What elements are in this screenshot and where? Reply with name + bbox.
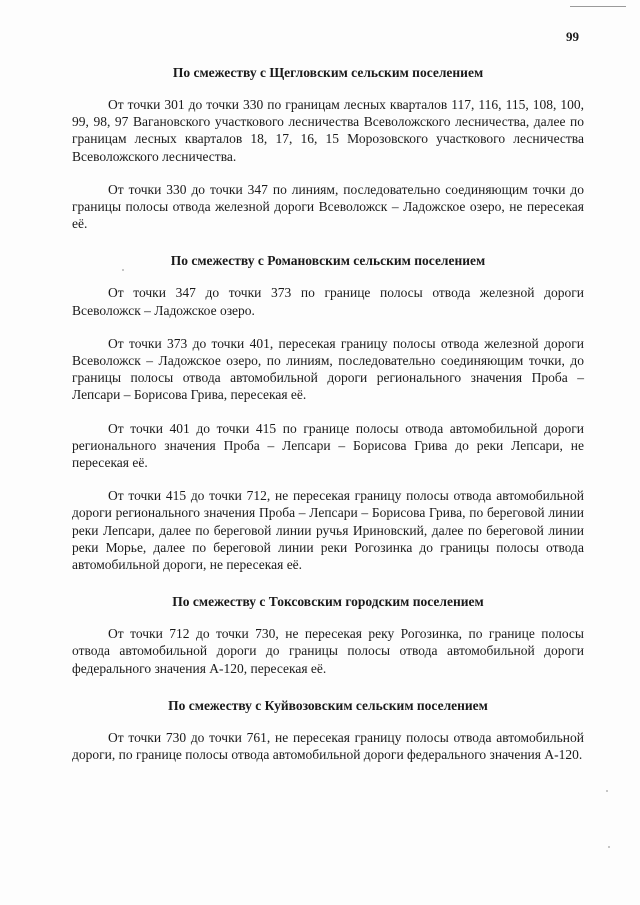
section-romanovskoe xyxy=(72,252,584,573)
scan-speck xyxy=(606,790,608,792)
section-toksovskoe xyxy=(72,593,584,677)
scan-speck xyxy=(608,846,610,848)
section-heading: По смежеству с Куйвозовским сельским поселением xyxy=(168,697,488,713)
paragraph: От точки 415 до точки 712, не пересекая границу полосы отвода автомобильной дороги регионального значения Проба – Лепсари – Борисова Грива, по береговой линии реки Лепсари, далее по береговой линии ручья Ириновский, далее по береговой линии реки Морье, далее по береговой линии реки Рогозинка до границы полосы отвода автомобильной дороги, не пересекая её. xyxy=(72,488,584,573)
scan-speck xyxy=(122,269,124,271)
paragraph: От точки 730 до точки 761, не пересекая границу полосы отвода автомобильной дороги, по границе полосы отвода автомобильной дороги федерального значения А-120. xyxy=(72,729,584,763)
paragraph: От точки 330 до точки 347 по линиям, последовательно соединяющим точки до границы полосы отвода железной дороги Всеволожск – Ладожское озеро, не пересекая её. xyxy=(72,181,584,232)
section-heading: По смежеству с Токсовским городским поселением xyxy=(172,594,484,610)
paragraph: От точки 301 до точки 330 по границам лесных кварталов 117, 116, 115, 108, 100, 99, 98, 97 Вагановского участкового лесничества Всеволожского лесничества, далее по границам лесных кварталов 18, 17, 16, 15 Морозовского участкового лесничества Всеволожского лесничества. xyxy=(72,97,584,164)
paragraph: От точки 373 до точки 401, пересекая границу полосы отвода железной дороги Всеволожск – Ладожское озеро, по линиям, последовательно соединяющим точки, до границы полосы отвода автомобильной дороги регионального значения Проба – Лепсари – Борисова Грива, пересекая её. xyxy=(72,335,584,403)
top-rule xyxy=(570,6,626,7)
section-heading: По смежеству с Щегловским сельским поселением xyxy=(172,65,484,80)
section-heading: По смежеству с Романовским сельским поселением xyxy=(170,253,486,269)
paragraph: От точки 712 до точки 730, не пересекая реку Рогозинка, по границе полосы отвода автомобильной дороги до границы полосы отвода автомобильной дороги федерального значения А-120, пересекая её. xyxy=(72,626,584,676)
section-shcheglovskoe xyxy=(72,64,584,232)
page-number: 99 xyxy=(566,29,579,44)
paragraph: От точки 347 до точки 373 по границе полосы отвода железной дороги Всеволожск – Ладожское озеро. xyxy=(72,285,584,318)
section-kuyvozovskoe xyxy=(72,697,584,763)
document-body xyxy=(72,64,584,763)
paragraph: От точки 401 до точки 415 по границе полосы отвода автомобильной дороги регионального значения Проба – Лепсари – Борисова Грива до реки Лепсари, не пересекая её. xyxy=(72,420,584,471)
